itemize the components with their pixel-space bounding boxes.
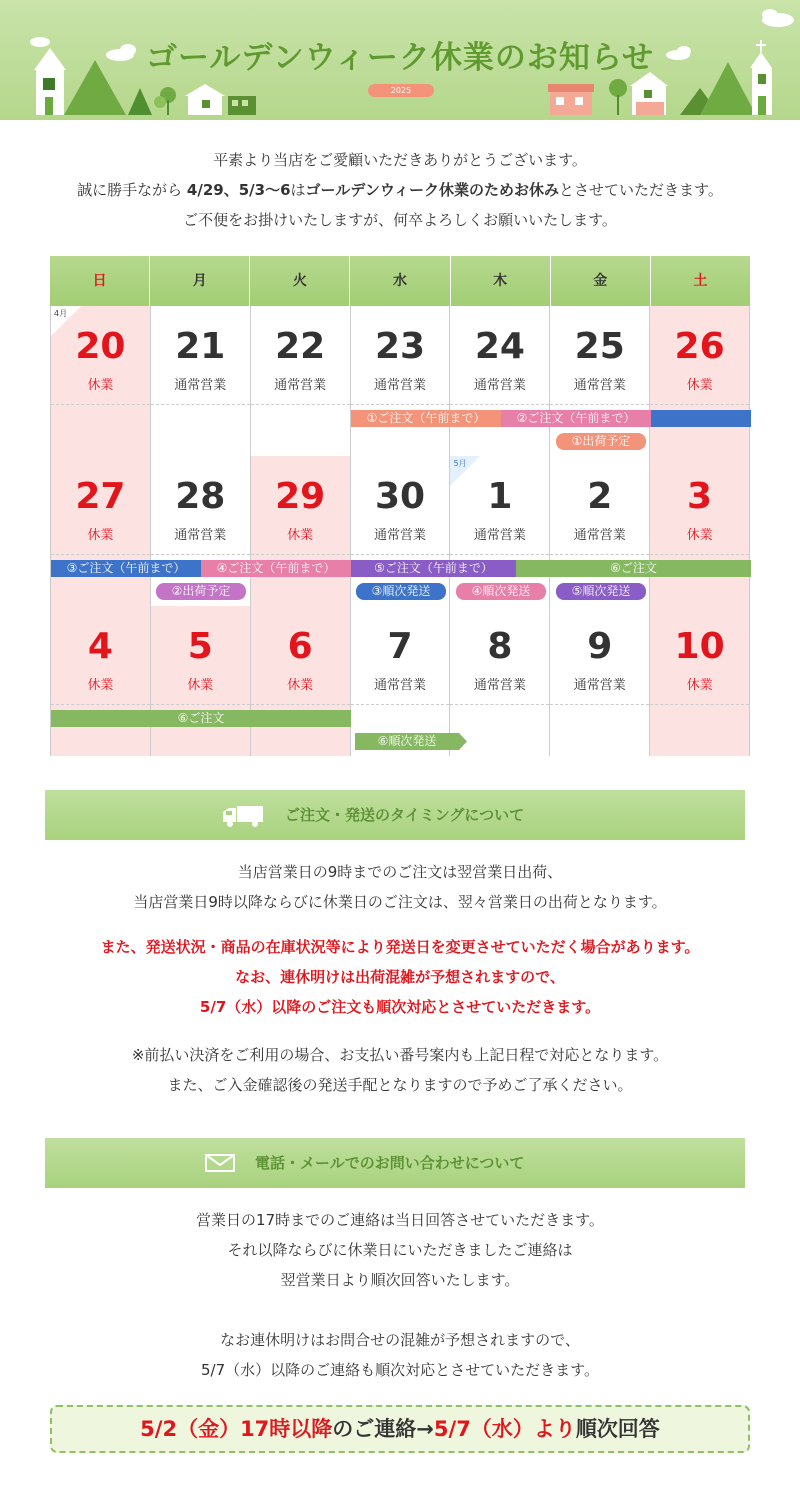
day-number: 24 bbox=[474, 326, 525, 367]
order-bar-2: ②ご注文（午前まで） bbox=[501, 410, 651, 427]
mail-icon bbox=[205, 1154, 235, 1172]
order-bar-3-start bbox=[651, 410, 751, 427]
order-bar-3: ③ご注文（午前まで） bbox=[51, 560, 201, 577]
day-status: 通常営業 bbox=[473, 678, 526, 693]
calendar-week-2 bbox=[50, 456, 750, 606]
day-status: 休業 bbox=[87, 528, 114, 543]
month-label-may: 5月 bbox=[453, 459, 467, 468]
shipping-red-1: また、発送状況・商品の在庫状況等により発送日を変更させていただく場合があります。 bbox=[100, 938, 700, 956]
day-number: 26 bbox=[674, 326, 725, 367]
intro-line-2 bbox=[0, 175, 800, 205]
day-number: 3 bbox=[687, 476, 713, 517]
day-status: 通常営業 bbox=[473, 528, 526, 543]
header-banner bbox=[0, 0, 800, 120]
calendar bbox=[50, 256, 750, 756]
weekday-fri: 金 bbox=[551, 256, 651, 306]
day-number: 6 bbox=[287, 626, 313, 667]
intro-line-3: ご不便をお掛けいたしますが、何卒よろしくお願いいたします。 bbox=[183, 211, 617, 229]
weekday-mon: 月 bbox=[150, 256, 250, 306]
day-cell bbox=[251, 456, 351, 606]
day-number: 25 bbox=[574, 326, 625, 367]
day-number: 23 bbox=[374, 326, 426, 367]
day-status: 通常営業 bbox=[573, 678, 626, 693]
day-cell bbox=[650, 456, 750, 606]
holiday-reason: ゴールデンウィーク休業のためお休み bbox=[305, 181, 560, 199]
day-cell bbox=[650, 306, 750, 456]
day-status: 通常営業 bbox=[573, 378, 626, 393]
shipping-red-2: なお、連休明けは出荷混雑が予想されますので、 bbox=[235, 968, 565, 986]
order-bar-6-cont: ⑥ご注文 bbox=[51, 710, 351, 727]
order-bar-5: ⑤ご注文（午前まで） bbox=[351, 560, 516, 577]
day-status: 休業 bbox=[87, 378, 114, 393]
calendar-week-3 bbox=[50, 606, 750, 756]
day-cell bbox=[151, 606, 251, 756]
day-number: 7 bbox=[387, 626, 413, 667]
shipping-warning bbox=[0, 932, 800, 1022]
shipping-line-1: 当店営業日の9時までのご注文は翌営業日出荷、 bbox=[237, 863, 563, 881]
payment-note-2: また、ご入金確認後の発送手配となりますので予めご了承ください。 bbox=[167, 1076, 633, 1094]
final-part-4: 順次回答 bbox=[575, 1417, 660, 1441]
day-number: 29 bbox=[275, 476, 326, 517]
day-number: 30 bbox=[374, 476, 426, 517]
shipping-line-2: 当店営業日9時以降ならびに休業日のご注文は、翌々営業日の出荷となります。 bbox=[133, 893, 667, 911]
shipping-heading: ご注文・発送のタイミングについて bbox=[285, 806, 525, 824]
day-status: 休業 bbox=[287, 678, 314, 693]
day-number: 27 bbox=[75, 476, 126, 517]
day-status: 休業 bbox=[87, 678, 114, 693]
weekday-tue: 火 bbox=[250, 256, 350, 306]
final-notice-box bbox=[50, 1405, 750, 1453]
contact-line-2: それ以降ならびに休業日にいただきましたご連絡は bbox=[227, 1241, 573, 1259]
day-status: 休業 bbox=[686, 378, 713, 393]
year-badge: 2025 bbox=[368, 84, 434, 97]
weekday-wed: 水 bbox=[350, 256, 450, 306]
contact-section-header bbox=[45, 1138, 745, 1188]
day-status: 通常営業 bbox=[374, 678, 427, 693]
shipping-text bbox=[0, 857, 800, 917]
contact-line-5: 5/7（水）以降のご連絡も順次対応とさせていただきます。 bbox=[201, 1361, 599, 1379]
calendar-header bbox=[50, 256, 750, 306]
day-status: 通常営業 bbox=[473, 378, 526, 393]
day-number: 28 bbox=[175, 476, 226, 517]
truck-icon bbox=[221, 804, 265, 828]
final-part-1: 5/2（金）17時以降 bbox=[140, 1417, 333, 1441]
ship-pill-2: ②出荷予定 bbox=[156, 583, 246, 600]
shipping-red-3: 5/7（水）以降のご注文も順次対応とさせていただきます。 bbox=[199, 998, 601, 1016]
day-number: 5 bbox=[187, 626, 213, 667]
day-cell bbox=[251, 606, 351, 756]
weekday-thu: 木 bbox=[451, 256, 551, 306]
calendar-week-1 bbox=[50, 306, 750, 456]
contact-line-1: 営業日の17時までのご連絡は当日回答させていただきます。 bbox=[196, 1211, 604, 1229]
day-cell bbox=[251, 306, 351, 456]
day-number: 8 bbox=[487, 626, 513, 667]
ship-pill-3: ③順次発送 bbox=[356, 583, 446, 600]
weekday-sun: 日 bbox=[50, 256, 150, 306]
intro-text bbox=[0, 145, 800, 235]
day-status: 通常営業 bbox=[374, 528, 427, 543]
month-label-april: 4月 bbox=[54, 309, 68, 318]
day-number: 9 bbox=[587, 626, 613, 667]
day-status: 通常営業 bbox=[274, 378, 327, 393]
intro-line-2-post: とさせていただきます。 bbox=[559, 181, 723, 199]
day-number: 21 bbox=[175, 326, 226, 367]
day-number: 10 bbox=[674, 626, 725, 667]
day-status: 通常営業 bbox=[374, 378, 427, 393]
final-part-2: のご連絡→ bbox=[332, 1417, 434, 1441]
day-cell bbox=[51, 306, 151, 456]
ship-label-6: ⑥順次発送 bbox=[377, 734, 437, 748]
intro-line-2-pre: 誠に勝手ながら bbox=[77, 181, 187, 199]
day-cell bbox=[650, 606, 750, 756]
intro-line-1: 平素より当店をご愛顧いただきありがとうございます。 bbox=[213, 151, 587, 169]
payment-note bbox=[0, 1040, 800, 1100]
day-number: 2 bbox=[587, 476, 613, 517]
day-status: 休業 bbox=[187, 678, 214, 693]
day-number: 1 bbox=[487, 476, 513, 517]
shipping-section-header bbox=[45, 790, 745, 840]
day-status: 休業 bbox=[686, 678, 713, 693]
page-title: ゴールデンウィーク休業のお知らせ bbox=[146, 40, 654, 76]
contact-line-4: なお連休明けはお問合せの混雑が予想されますので、 bbox=[220, 1331, 580, 1349]
ship-pill-4: ④順次発送 bbox=[456, 583, 546, 600]
day-number: 22 bbox=[275, 326, 326, 367]
day-number: 4 bbox=[87, 626, 113, 667]
intro-line-2-mid: は bbox=[290, 181, 306, 199]
weekday-sat: 土 bbox=[651, 256, 750, 306]
contact-heading: 電話・メールでのお問い合わせについて bbox=[255, 1154, 525, 1172]
day-cell bbox=[151, 306, 251, 456]
holiday-dates: 4/29、5/3〜6 bbox=[186, 181, 291, 199]
day-cell bbox=[51, 606, 151, 756]
day-cell bbox=[450, 306, 550, 456]
day-status: 通常営業 bbox=[174, 528, 227, 543]
day-status: 通常営業 bbox=[573, 528, 626, 543]
day-status: 通常営業 bbox=[174, 378, 227, 393]
contact-text bbox=[0, 1205, 800, 1295]
day-cell bbox=[51, 456, 151, 606]
day-cell bbox=[351, 306, 451, 456]
final-part-3: 5/7（水）より bbox=[433, 1417, 576, 1441]
contact-note bbox=[0, 1325, 800, 1385]
day-status: 休業 bbox=[686, 528, 713, 543]
payment-note-1: ※前払い決済をご利用の場合、お支払い番号案内も上記日程で対応となります。 bbox=[131, 1046, 669, 1064]
order-bar-4: ④ご注文（午前まで） bbox=[201, 560, 351, 577]
order-bar-6: ⑥ご注文 bbox=[516, 560, 751, 577]
contact-line-3: 翌営業日より順次回答いたします。 bbox=[280, 1271, 520, 1289]
ship-pill-1: ①出荷予定 bbox=[556, 433, 646, 450]
day-status: 休業 bbox=[287, 528, 314, 543]
order-bar-1: ①ご注文（午前まで） bbox=[351, 410, 501, 427]
day-cell bbox=[550, 606, 650, 756]
day-number: 20 bbox=[75, 326, 126, 367]
ship-pill-5: ⑤順次発送 bbox=[556, 583, 646, 600]
